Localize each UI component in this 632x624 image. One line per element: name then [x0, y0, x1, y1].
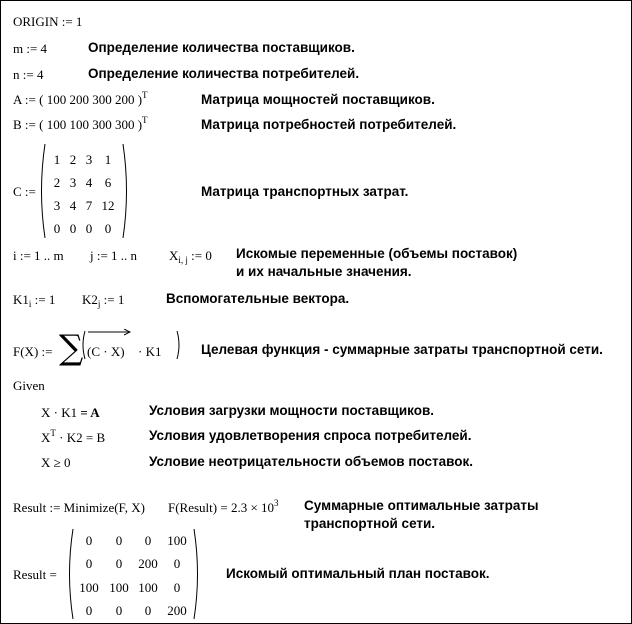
b-comment: Матрица потребностей потребителей. — [201, 117, 457, 132]
plan-cell: 0 — [115, 603, 123, 618]
aux-comment: Вспомогательные вектора. — [166, 291, 350, 306]
plan-cell: 100 — [109, 580, 129, 595]
c-cell: 2 — [53, 175, 61, 190]
plan-cell: 0 — [85, 533, 93, 548]
c-cell: 1 — [53, 152, 61, 167]
plan-cell: 0 — [115, 533, 123, 548]
minimize-statement: Result := Minimize(F, X) — [13, 500, 145, 515]
plan-cell: 0 — [144, 603, 152, 618]
j-range: j := 1 .. n — [90, 248, 138, 263]
plan-comment: Искомый оптимальный план поставок. — [226, 566, 490, 581]
c-cell: 7 — [85, 198, 93, 213]
c-cell: 0 — [104, 221, 112, 236]
c-cell: 0 — [85, 221, 93, 236]
c-cell: 12 — [101, 198, 115, 213]
x-initial: $X_{i, j}$ := 0 — [169, 248, 212, 265]
plan-right-paren — [192, 528, 202, 620]
c-cell: 3 — [85, 152, 93, 167]
plan-cell: 100 — [167, 533, 187, 548]
c-cell: 0 — [53, 221, 61, 236]
given-keyword: Given — [13, 378, 45, 393]
constraint-supply-comment: Условия загрузки мощности поставщиков. — [149, 403, 435, 418]
plan-label: Result = — [13, 567, 57, 582]
constraint-supply: X · K1 = A — [41, 405, 100, 420]
vectorized-product: (C · X) — [87, 344, 125, 359]
plan-cell: 200 — [167, 603, 187, 618]
m-definition: m := 4 — [13, 41, 48, 56]
plan-cell: 0 — [85, 603, 93, 618]
c-cell: 2 — [69, 152, 77, 167]
plan-cell: 0 — [144, 533, 152, 548]
n-comment: Определение количества потребителей. — [88, 66, 360, 81]
constraint-demand: $X^T \cdot K2 = B$ — [41, 428, 106, 445]
x-comment-line2: и их начальные значения. — [236, 264, 412, 279]
c-cell: 3 — [53, 198, 61, 213]
plan-cell: 100 — [138, 580, 158, 595]
c-cell: 0 — [69, 221, 77, 236]
constraint-nonneg: X ≥ 0 — [41, 455, 71, 470]
k1-definition: $K1_i$ := 1 — [13, 292, 56, 309]
objective-value: F(Result) = $2.3 \times 10^3$ — [168, 498, 279, 515]
c-cell: 4 — [69, 198, 77, 213]
c-label: C := — [13, 184, 36, 199]
result-comment-line1: Суммарные оптимальные затраты — [304, 498, 539, 513]
c-comment: Матрица транспортных затрат. — [201, 184, 409, 199]
plan-cell: 0 — [173, 580, 181, 595]
plan-cell: 0 — [115, 556, 123, 571]
objective-comment: Целевая функция - суммарные затраты транспортной сети. — [201, 342, 603, 357]
m-comment: Определение количества поставщиков. — [88, 40, 355, 55]
sum-symbol: ∑ — [59, 328, 84, 368]
a-definition: A := ( 100 200 300 200 )$^T$ — [13, 90, 148, 107]
k2-definition: $K2_j$ := 1 — [82, 292, 125, 309]
plan-cell: 0 — [173, 556, 181, 571]
c-cell: 6 — [104, 175, 112, 190]
b-definition: B := ( 100 100 300 300 )$^T$ — [13, 115, 148, 132]
origin-statement: ORIGIN := 1 — [13, 14, 83, 29]
plan-cell: 0 — [85, 556, 93, 571]
c-cell: 3 — [69, 175, 77, 190]
c-cell: 4 — [85, 175, 93, 190]
objective-lhs: F(X) := — [13, 344, 53, 359]
x-comment-line1: Искомые переменные (объемы поставок) — [236, 246, 518, 261]
plan-cell: 200 — [138, 556, 158, 571]
constraint-demand-comment: Условия удовлетворения спроса потребителей. — [149, 428, 472, 443]
objective-tail: · K1 — [138, 344, 162, 359]
i-range: i := 1 .. m — [13, 248, 64, 263]
n-definition: n := 4 — [13, 67, 44, 82]
c-cell: 1 — [104, 152, 112, 167]
constraint-nonneg-comment: Условие неотрицательности объемов поставок. — [149, 454, 474, 469]
plan-cell: 100 — [79, 580, 99, 595]
result-comment-line2: транспортной сети. — [304, 516, 436, 531]
a-comment: Матрица мощностей поставщиков. — [201, 92, 435, 107]
